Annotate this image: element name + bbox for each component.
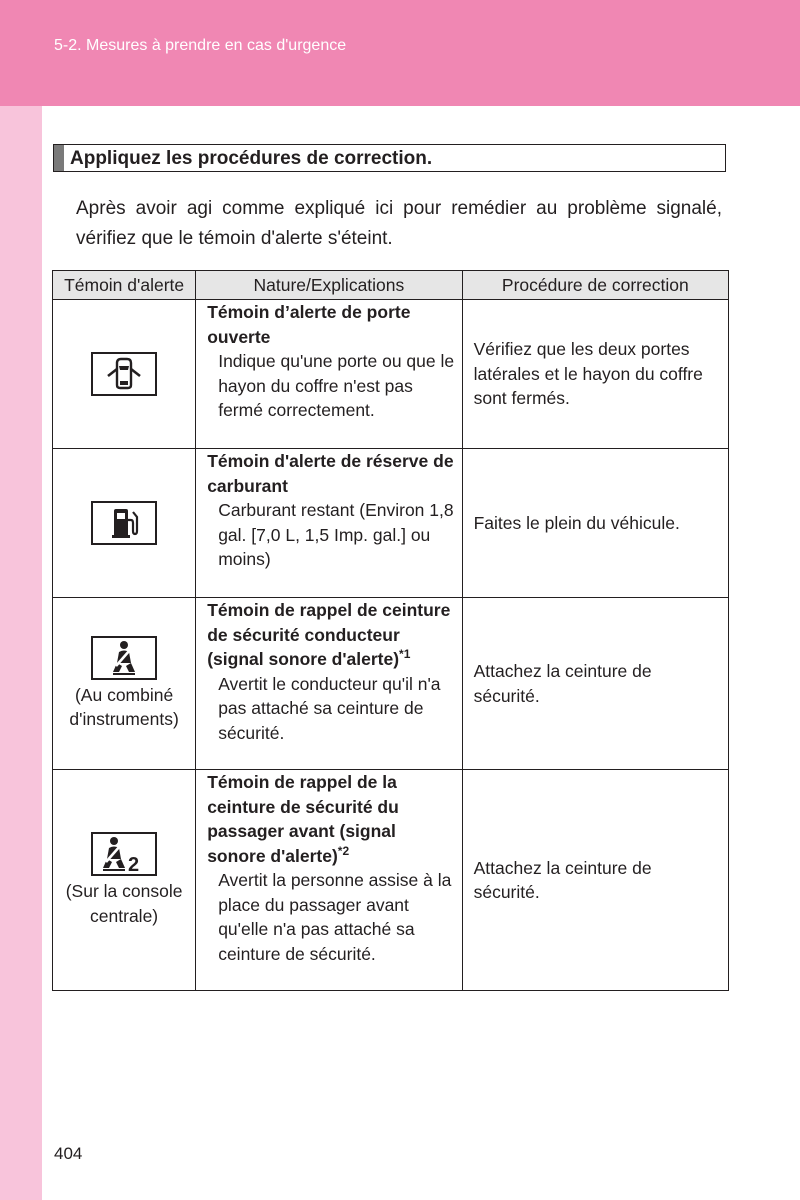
warning-title-text: Témoin de rappel de ceinture de sécurité conducteur (signal sonore d'alerte) (207, 600, 451, 669)
footnote-mark: *2 (337, 843, 350, 858)
footnote-mark: *1 (399, 647, 411, 662)
section-title: 5-2. Mesures à prendre en cas d'urgence (54, 37, 347, 54)
side-band (0, 106, 42, 1200)
column-header-warning: Témoin d'alerte (53, 271, 196, 300)
section-heading (53, 144, 726, 172)
table-header-row (53, 271, 729, 300)
nature-cell (196, 300, 462, 449)
icon-cell (53, 598, 196, 770)
door-open-warning-icon (91, 352, 157, 396)
nature-cell (196, 598, 462, 770)
icon-cell (53, 770, 196, 991)
procedure-cell: Attachez la ceinture de sécurité. (462, 770, 728, 991)
warning-title (207, 598, 457, 672)
icon-caption: (Au combiné d'instruments) (69, 684, 179, 729)
fuel-pump-icon (91, 501, 157, 545)
page-number: 404 (54, 1144, 83, 1163)
warning-title (207, 770, 457, 868)
warning-table (52, 270, 729, 991)
heading-text: Appliquez les procédures de correction. (70, 148, 433, 169)
table-row (53, 449, 729, 598)
icon-cell (53, 300, 196, 449)
icon-number: 2 (128, 854, 140, 873)
driver-seatbelt-icon (91, 636, 157, 680)
warning-title-text: Témoin de rappel de la ceinture de sécurité du passager avant (signal sonore d'alerte) (207, 772, 399, 866)
table-row (53, 770, 729, 991)
passenger-seatbelt-icon (91, 832, 157, 876)
icon-cell (53, 449, 196, 598)
column-header-procedure: Procédure de correction (462, 271, 728, 300)
procedure-cell: Vérifiez que les deux portes latérales et le hayon du coffre sont fermés. (462, 300, 728, 449)
column-header-nature: Nature/Explications (196, 271, 462, 300)
icon-caption: (Sur la console centrale) (65, 881, 183, 926)
warning-title: Témoin d’alerte de porte ouverte (207, 302, 411, 347)
warning-title: Témoin d'alerte de réserve de carburant (207, 451, 454, 496)
header-band (0, 0, 800, 106)
nature-cell (196, 449, 462, 598)
table-row (53, 300, 729, 449)
procedure-cell: Faites le plein du véhicule. (462, 449, 728, 598)
warning-description: Avertit la personne assise à la place du passager avant qu'elle n'a pas attaché sa ceinture de sécurité. (218, 870, 452, 964)
warning-description: Carburant restant (Environ 1,8 gal. [7,0 L, 1,5 Imp. gal.] ou moins) (218, 500, 454, 569)
warning-description: Indique qu'une porte ou que le hayon du coffre n'est pas fermé correctement. (218, 351, 455, 420)
warning-description: Avertit le conducteur qu'il n'a pas attaché sa ceinture de sécurité. (218, 673, 441, 743)
nature-cell (196, 770, 462, 991)
table-row (53, 598, 729, 770)
procedure-cell: Attachez la ceinture de sécurité. (462, 598, 728, 770)
heading-marker (54, 145, 64, 171)
intro-paragraph: Après avoir agi comme expliqué ici pour remédier au problème signalé, vérifiez que le témoin d'alerte s'éteint. (76, 198, 722, 249)
